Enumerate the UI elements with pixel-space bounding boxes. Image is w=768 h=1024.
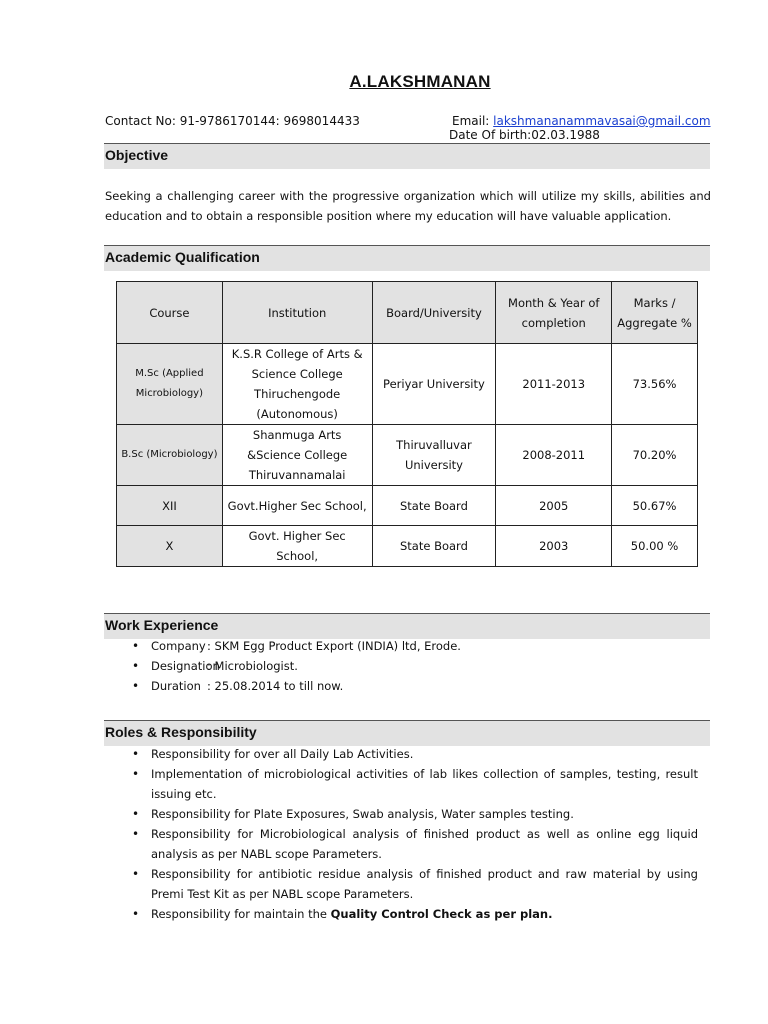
institution-cell: Govt.Higher Sec School, [222, 486, 372, 526]
column-header: Course [117, 282, 223, 344]
list-item [132, 676, 698, 696]
institution-cell: Shanmuga Arts &Science College Thiruvannamalai [222, 425, 372, 486]
column-header: Marks / Aggregate % [612, 282, 698, 344]
email-link[interactable]: lakshmananammavasai@gmail.com [493, 114, 711, 128]
course-cell: B.Sc (Microbiology) [117, 425, 223, 486]
dob-value: 02.03.1988 [531, 128, 600, 142]
work-value: : 25.08.2014 to till now. [207, 679, 344, 693]
work-label: Designation [151, 659, 220, 673]
work-experience-heading: Work Experience [104, 613, 710, 639]
marks-cell: 73.56% [612, 344, 698, 425]
objective-text: Seeking a challenging career with the progressive organization which will utilize my skills, abilities and education and to obtain a responsible position where my education will have valuable application. [105, 189, 711, 223]
year-cell: 2011-2013 [496, 344, 612, 425]
board-cell: State Board [372, 486, 496, 526]
work-label: Company [151, 639, 206, 653]
list-item [132, 636, 698, 656]
institution-cell: K.S.R College of Arts & Science College Thiruchengode (Autonomous) [222, 344, 372, 425]
work-value: : SKM Egg Product Export (INDIA) ltd, Erode. [207, 639, 461, 653]
table-row [117, 486, 698, 526]
table-header-row [117, 282, 698, 344]
dob-label: Date Of birth: [449, 128, 532, 142]
table-row [117, 526, 698, 567]
column-header: Month & Year of completion [496, 282, 612, 344]
contact-value: 91-9786170144: 9698014433 [179, 114, 360, 128]
board-cell: Thiruvalluvar University [372, 425, 496, 486]
list-item: • Responsibility for antibiotic residue analysis of finished product and raw material by using Premi Test Kit as per NABL scope Parameters. [132, 864, 698, 904]
marks-cell: 50.00 % [612, 526, 698, 567]
marks-cell: 70.20% [612, 425, 698, 486]
date-of-birth [449, 128, 600, 142]
roles-last-prefix: Responsibility for maintain the [151, 907, 327, 921]
institution-cell: Govt. Higher Sec School, [222, 526, 372, 567]
course-cell: X [117, 526, 223, 567]
work-value: : Microbiologist. [207, 659, 298, 673]
list-item: • Responsibility for Plate Exposures, Swab analysis, Water samples testing. [132, 804, 698, 824]
contact-label: Contact No: [105, 114, 176, 128]
year-cell: 2008-2011 [496, 425, 612, 486]
work-experience-list [132, 636, 698, 696]
contact-number [105, 114, 360, 128]
list-item: • Responsibility for over all Daily Lab Activities. [132, 744, 698, 764]
list-item: • Responsibility for Microbiological analysis of finished product as well as online egg liquid analysis as per NABL scope Parameters. [132, 824, 698, 864]
column-header: Institution [222, 282, 372, 344]
roles-last-bold: Quality Control Check as per plan. [330, 907, 553, 921]
academic-heading: Academic Qualification [104, 245, 710, 271]
email-label: Email: [452, 114, 490, 128]
candidate-name: A.LAKSHMANAN [349, 72, 491, 91]
course-cell: XII [117, 486, 223, 526]
course-cell: M.Sc (Applied Microbiology) [117, 344, 223, 425]
work-label: Duration [151, 679, 201, 693]
academic-table [116, 281, 698, 567]
board-cell: State Board [372, 526, 496, 567]
roles-list [132, 744, 698, 924]
column-header: Board/University [372, 282, 496, 344]
email [452, 114, 711, 128]
table-row [117, 425, 698, 486]
year-cell: 2003 [496, 526, 612, 567]
table-row [117, 344, 698, 425]
marks-cell: 50.67% [612, 486, 698, 526]
list-item: • Implementation of microbiological activities of lab likes collection of samples, testing, result issuing etc. [132, 764, 698, 804]
board-cell: Periyar University [372, 344, 496, 425]
list-item [132, 904, 698, 924]
roles-heading: Roles & Responsibility [104, 720, 710, 746]
objective-heading: Objective [104, 143, 710, 169]
list-item [132, 656, 698, 676]
year-cell: 2005 [496, 486, 612, 526]
